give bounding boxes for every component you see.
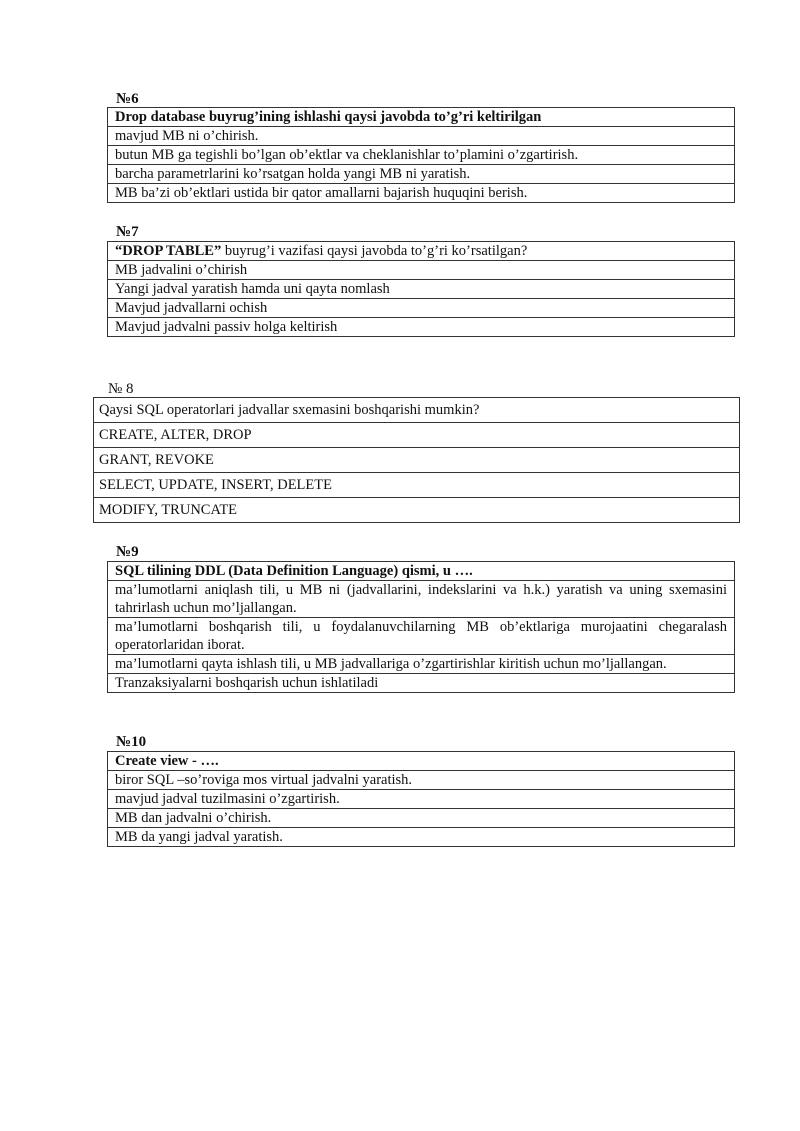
question-8-option-2: GRANT, REVOKE [94, 447, 739, 472]
question-6-number: №6 [116, 91, 139, 107]
question-9-option-4: Tranzaksiyalarni boshqarish uchun ishlatiladi [108, 673, 734, 692]
question-6-table [107, 107, 735, 203]
question-10-prompt: Create view - …. [115, 753, 219, 769]
question-8-prompt: Qaysi SQL operatorlari jadvallar sxemasini boshqarishi mumkin? [99, 402, 480, 418]
question-9-option-2: ma’lumotlarni boshqarish tili, u foydalanuvchilarning MB ob’ektlariga murojaatini chegaralash operatorlaridan iborat. [108, 617, 734, 654]
question-8-number: № 8 [108, 381, 134, 397]
question-10-option-4: MB da yangi jadval yaratish. [108, 827, 734, 846]
question-10-option-1: biror SQL –so’roviga mos virtual jadvalni yaratish. [108, 770, 734, 789]
question-8-option-3: SELECT, UPDATE, INSERT, DELETE [94, 472, 739, 497]
question-8-option-4: MODIFY, TRUNCATE [94, 497, 739, 522]
question-6-option-4: MB ba’zi ob’ektlari ustida bir qator amallarni bajarish huquqini berish. [108, 183, 734, 202]
question-9-number: №9 [116, 544, 139, 560]
question-7-prompt-text: buyrug’i vazifasi qaysi javobda to’g’ri ko’rsatilgan? [221, 243, 528, 259]
question-7-table [107, 241, 735, 337]
question-6-prompt: Drop database buyrug’ining ishlashi qaysi javobda to’g’ri keltirilgan [115, 109, 542, 125]
question-9-prompt: SQL tilining DDL (Data Definition Language) qismi, u …. [115, 563, 473, 579]
question-8-option-1: CREATE, ALTER, DROP [94, 422, 739, 447]
question-7-option-3: Mavjud jadvallarni ochish [108, 298, 734, 317]
question-10-option-2: mavjud jadval tuzilmasini o’zgartirish. [108, 789, 734, 808]
question-6-option-1: mavjud MB ni o’chirish. [108, 126, 734, 145]
question-10-table [107, 751, 735, 847]
question-9-option-1: ma’lumotlarni aniqlash tili, u MB ni (jadvallarini, indekslarini va h.k.) yaratish va uning sxemasini tahrirlash uchun mo’ljallangan. [108, 580, 734, 617]
question-9-table [107, 561, 735, 693]
question-10-number: №10 [116, 734, 147, 750]
question-8-table [93, 397, 740, 523]
question-6-option-3: barcha parametrlarini ko’rsatgan holda yangi MB ni yaratish. [108, 164, 734, 183]
question-7-option-1: MB jadvalini o’chirish [108, 260, 734, 279]
question-6-option-2: butun MB ga tegishli bo’lgan ob’ektlar va cheklanishlar to’plamini o’zgartirish. [108, 145, 734, 164]
question-7-prompt [108, 242, 734, 260]
question-7-option-4: Mavjud jadvalni passiv holga keltirish [108, 317, 734, 336]
question-7-prompt-keyword: “DROP TABLE” [115, 243, 222, 259]
question-7-option-2: Yangi jadval yaratish hamda uni qayta nomlash [108, 279, 734, 298]
question-7-number: №7 [116, 224, 139, 240]
question-9-option-3: ma’lumotlarni qayta ishlash tili, u MB jadvallariga o’zgartirishlar kiritish uchun mo’ljallangan. [108, 654, 734, 673]
question-10-option-3: MB dan jadvalni o’chirish. [108, 808, 734, 827]
